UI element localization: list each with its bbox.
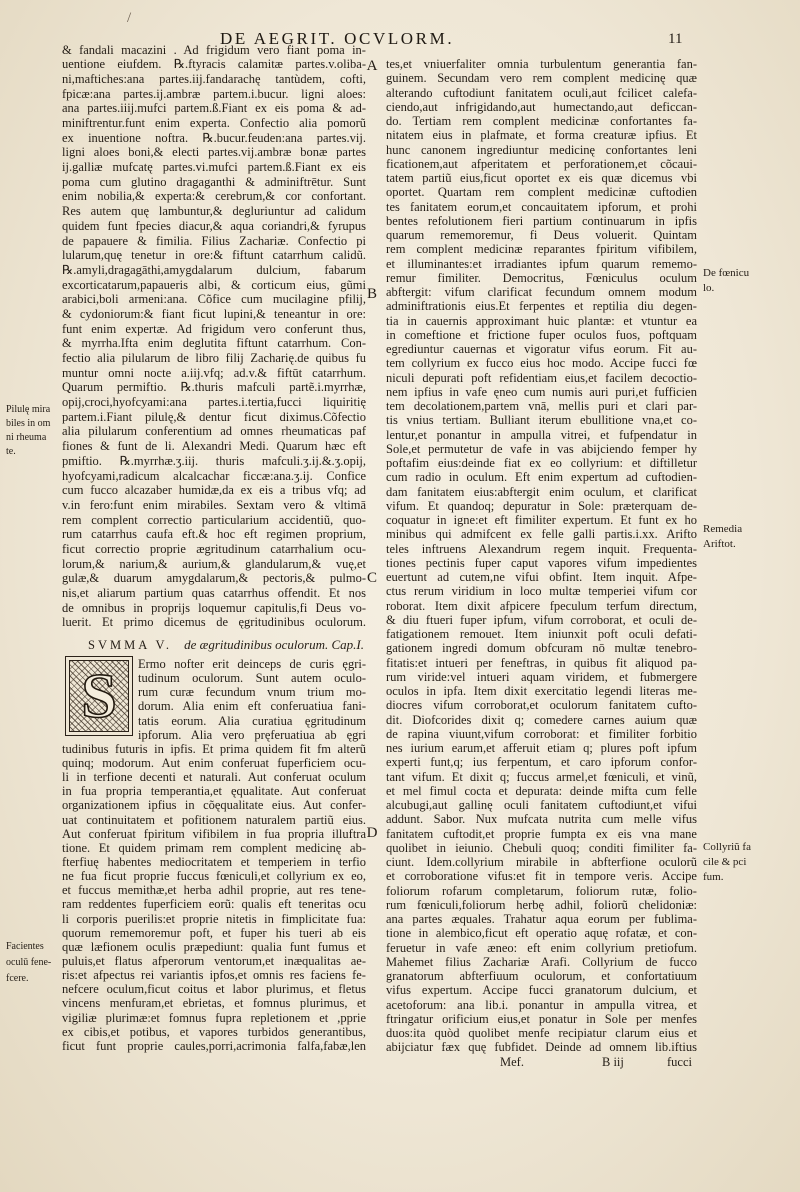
chapter-text-line: tudinibus futuris in ipfis. Et prima quidem fit fm alterũ — [62, 741, 366, 756]
left-column-line: ana partes.iiij.mufci partem.ß.Fiant ex eis poma & ad- — [62, 101, 367, 116]
margin-note-line: Remedia — [703, 523, 743, 535]
footer-author-catch: Mef. — [500, 1055, 524, 1069]
corner-mark: / — [127, 10, 132, 26]
right-column-line: ficationem,aut afperitatem et perforationem,et cõcaui- — [386, 156, 698, 171]
chapter-text-line: tatis eorum. Alia curatiua ęgritudinum — [138, 713, 367, 728]
right-column-line: tes fanitatem eorum,et concauitatem ipforum, et prohi — [386, 199, 697, 214]
left-column-line: lorum,& narium,& aurium,& glandularum,& vuę,et — [62, 556, 367, 571]
margin-note-line: te. — [6, 446, 16, 457]
right-column-line: tatem partiũ eius,ficut oportet ex eis quæ dicemus vbi — [386, 171, 698, 185]
right-column-line: acetoforum: ana lib.i. ponantur in ampulla vitrea, et — [386, 997, 697, 1012]
left-column-line: uentione eiufdem. ℞.ftyracis calamitæ partes.v.oliba- — [62, 57, 367, 72]
left-column-line: excorticatarum,papaueris albi, & corticum eius, gũmi — [62, 277, 366, 292]
chapter-summa-label: SVMMA V. — [88, 637, 172, 652]
right-column-line: do. Tertiam rem complent medicinæ confortantes fa- — [386, 114, 697, 128]
left-column-line: & fandali macazini . Ad frigidum vero fiant poma in- — [62, 42, 366, 57]
right-column-line: vifus expertum. Accipe fucci granatorum dulcium, et — [386, 983, 697, 998]
left-column-line: poma cum glutino dragaganthi & adminiftrētur. Sunt — [62, 174, 366, 189]
left-column-line: ligni aloes boni,& electi partes.vij.ambræ bonæ partes — [62, 145, 366, 160]
right-column-line: et mel fimul cocta et depurata: deinde mifta cum felle — [386, 783, 697, 798]
right-column-line: ciendo,aut infrigidando,aut humectando,aut deficcan- — [386, 99, 697, 114]
section-letter-c: C — [366, 570, 377, 586]
left-column-line: ni,maftiches:ana partes.iij.fandarachę tantùdem, cofti, — [62, 71, 367, 86]
left-column-line: quidem funt fpecies diacur,& aqua coriandri,& fyrupus — [62, 218, 367, 233]
margin-note-line: Facientes — [6, 941, 44, 952]
right-column-line: rem complent medicinæ reparantes fpiritum vifibilem, — [386, 242, 697, 257]
left-column-chapter-text — [62, 657, 366, 1053]
left-column-line: de papauere & fimilia. Filius Zachariæ. Confectio pi — [62, 233, 367, 248]
left-column-line: ficut correctio proprie ægritudinum catarrhalium ocu- — [62, 541, 367, 556]
left-column-line: cum fucco alcazaber humidæ,da ex eis a tribus vfq; ad — [62, 483, 367, 498]
left-column-line: ij.galliæ mufcatę partes.vi.mufci partem.ß.Fiant ex eis — [62, 160, 367, 175]
right-column-line: fitatis:et intueri per feneftras, in quibus fit aliquod pa- — [386, 655, 698, 670]
right-column-line: et corroboratione vifus:et fit in tempore veris. Accipe — [386, 869, 697, 884]
right-column-line: vifum. Et quandoq; depuratur in Sole: præterquam de- — [386, 498, 698, 513]
right-column-line: feruetur in vafe æneo: eft enim collyrium pretiofum. — [386, 940, 697, 955]
left-column-line: hyofcyami,radicum alcalcachar ficcæ:ana.ʒ.ij. Confice — [62, 468, 366, 483]
margin-note-line: De fœnicu — [703, 267, 750, 279]
margin-note-line: oculū fene- — [6, 957, 52, 968]
left-column-line: enim nobilia,& experta:& cerebrum,& cor confortant. — [62, 189, 367, 204]
right-column-line: granatorum abfterfiuum oculorum, et confortatiuum — [386, 969, 697, 983]
left-column-line: ex inuentione noftra. ℞.bucur.feuden:ana partes.vij. — [62, 130, 366, 145]
left-column-line: alia pilularum conferentium ad omnes rheumaticas paf — [62, 424, 367, 439]
right-column-line: tant vifum. Et dixit q; fuccus armel,et fœniculi, et vinũ, — [386, 769, 697, 784]
right-column-line: nes iurium earum,et afferuit etiam q; plures poft ipfum — [386, 741, 697, 755]
right-column-line: duos:ita quòd quolibet menfe recipiatur clarum eius et — [386, 1026, 698, 1040]
chapter-text-line: quinq; modorum. Aut enim conferuat fuperficiem ocu- — [62, 755, 367, 770]
right-column-line: nem ipfius in vafe ęneo cum numis auri puri,et fufficien — [386, 384, 697, 399]
left-column-line: v.in fero:funt enim mirabiles. Sextam vero & vltimā — [62, 497, 366, 512]
left-column-line: rem complent correctio particularium accidentiũ, quo- — [62, 512, 366, 527]
right-column-line: quarum rememoremur, fi Deus voluerit. Quintam — [386, 228, 698, 242]
chapter-text-line: vincens menfuram,et ebrietas, et fomnus plurimus, et — [62, 996, 367, 1011]
left-column-line: Res autem quę lambuntur,& degluriuntur ad calidum — [62, 204, 366, 219]
left-column-line: ℞.amyli,dragagāthi,amygdalarum dulcium, fabarum — [62, 262, 366, 277]
left-column-line: Quarum permiftio. ℞.thuris mafculi partẽ.i.myrrhæ, — [62, 380, 366, 395]
right-column-line: alcubugi,aut gallinę oculi fanitatem cuftodiunt,et vifui — [386, 798, 698, 812]
margin-note-line: lo. — [703, 282, 715, 294]
right-column-line: cum radio in oculum. Eft enim expertum ad cuftodien- — [386, 470, 698, 485]
right-column-line: guinem. Secundam vero rem complent medicinę quæ — [386, 71, 698, 86]
right-column-line: tione in alembico,ficut eft operatio aquę rofatæ, et con- — [386, 926, 698, 941]
left-column-line: miniftrentur.funt enim experta. Confectio alia pomorũ — [62, 116, 367, 131]
margin-note-line: fum. — [703, 871, 724, 883]
right-column-line: tiones pectinis fuper caput vapores vifum impedientes — [386, 555, 697, 570]
chapter-text-line: Aut conferuat fpiritum vifibilem in fua propria illuftra — [62, 826, 367, 841]
right-column-line: & diu ftueri fuper ipfum, vifum corroborat, et oculi de- — [386, 612, 697, 627]
right-column-line: hunc canonem ingrediuntur medicinę confortantes leni — [386, 142, 698, 157]
section-letter-d: D — [366, 825, 378, 841]
left-column-line: rum catarrhus caufa eft.& hoc eft regimen proprium, — [62, 527, 366, 542]
right-column-line: tis vnius tertiam. Bulliant iterum ebullitione vna,et co- — [386, 413, 698, 428]
left-column-line: pmiftio. ℞.myrrhæ.ʒ.iij. thuris mafculi.ʒ.ij.&.ʒ.opij, — [62, 453, 367, 468]
right-column-line: adminiftrationis eius.Et ferpentes et reptilia diu degen- — [386, 299, 697, 314]
chapter-text-line: quæ læfionem oculis præpediunt: qualia funt fumus et — [62, 939, 366, 954]
left-column-line: & myrrha.Ifta enim deglutita fiftunt catarrhum. Con- — [62, 336, 367, 351]
left-column-line: partem.i.Fiant pilulę,& dentur ficut diximus.Cõfectio — [62, 409, 366, 424]
right-column-line: et illuminantes:et irradiantes ipfum quarum rememo- — [386, 256, 697, 271]
margin-note-line: fcere. — [6, 973, 29, 984]
margin-note-line: cile & pci — [703, 856, 747, 868]
chapter-text-line: nefcere oculum,ficut coitus et labor plurimus, et fletus — [62, 982, 366, 997]
chapter-text-line: fterfiuę habentes mediocritatem et temperiem in terfio — [62, 854, 367, 869]
left-column-line: gulæ,& duarum amygdalarum,& pectoris,& pulmo- — [62, 571, 366, 586]
right-column-line: ftringatur orificium eius,et ponatur in Sole per menfes — [386, 1011, 698, 1026]
chapter-text-line: in fua propria temperantia,et ęqualitate. Aut conferuat — [62, 784, 366, 799]
chapter-text-line: ram reddentes fuperficiem eorũ: qualis eft teneritas ocu — [62, 897, 366, 912]
margin-note-line: Pilulę mira — [6, 404, 51, 415]
margin-note-line: ni rheuma — [6, 432, 47, 443]
right-column-line: euertunt ad cutem,ne vifui obfint. Item inquit. Afpe- — [386, 570, 697, 584]
margin-note-collyrium — [703, 840, 797, 885]
right-column — [386, 57, 697, 1055]
right-column-line: minibus qui admifcent ex felle galli partis.i.xx. Arifto — [386, 527, 697, 542]
margin-note-pilulae — [6, 403, 60, 459]
left-column-line: lularum,quę tenetur in ore:& fiftunt catarrhum calidũ. — [62, 248, 367, 263]
chapter-text-line: tudinum oculorum. Sunt autem oculo- — [138, 671, 367, 686]
chapter-text-line: quorum rememoremur poft, et fuper his tueri ab eis — [62, 925, 366, 940]
right-column-line: diocres vifum corroborat,et oculorum fanitatem cufto- — [386, 698, 697, 713]
right-column-line: poftafim eius:deinde fiat ex eo collyrium: et diftilletur — [386, 456, 698, 470]
right-column-line: tem decolationem,partem vnā, mellis puri et clari par- — [386, 399, 698, 413]
right-column-line: niculi depurati poft refidentiam eius,et facilem decoctio- — [386, 370, 697, 385]
right-column-line: in comeftione et frictione fuper oculos fuos, poftquam — [386, 327, 698, 342]
right-column-line: fatigationem remouet. Item iniunxit poft oculi defati- — [386, 627, 698, 641]
chapter-text-line: puluis,et flatus afperorum ventorum,et inæqualitas ae- — [62, 953, 367, 968]
left-column-line: nis,et aliarum partium quas catarrhus offendit. Et nos — [62, 586, 366, 601]
right-column-line: oportet. Quartam rem complent medicinæ cuftodien — [386, 185, 697, 200]
chapter-text-line: ipforum. Alia vero pręferuatiua ab ęgri — [138, 727, 367, 742]
right-column-line: rum fœniculi,foliorum herbę adhil, foliorũ chelidoniæ: — [386, 897, 698, 912]
right-column-line: rum viride:vel intueri aquam viridem, et fubmergere — [386, 669, 697, 684]
right-column-line: roborat. Item dixit afpicere fpeculum terfum directum, — [386, 598, 697, 613]
chapter-text-line: rum curæ fecundum vnum trium mo- — [138, 685, 366, 700]
margin-note-facientes — [6, 939, 60, 987]
right-column-line: experti funt,q; ius ferpentum, et caro ipforum confor- — [386, 755, 697, 770]
right-column-line: remur fimiliter. Democritus, Fœniculus oculum — [386, 270, 697, 285]
chapter-title: de ægritudinibus oculorum. Cap.I. — [184, 637, 364, 652]
chapter-text-line: ne fua ficut proprie fuccus fœniculi,et collyrium ex eo, — [62, 869, 366, 884]
right-column-line: de rapina viuunt,vifum corroborat: et fimiliter forbitio — [386, 726, 697, 741]
right-column-line: quolibet in ieiunio. Chebuli quoq; conditi fimiliter fa- — [386, 840, 697, 855]
right-column-line: tes,et vniuerfaliter omnia turbulentum generantia fan- — [386, 57, 698, 71]
page-number: 11 — [668, 31, 683, 47]
chapter-text-line: ficut funt proprie caules,porri,acrimonia falfa,fabæ,len — [62, 1038, 366, 1053]
margin-note-de-foeniculo — [703, 266, 797, 296]
chapter-text-line: organizationem ipfius in cõęqualitate eius. Aut confer- — [62, 798, 366, 813]
right-column-line: ana partes æquales. Trahatur aqua eorum per fublima- — [386, 912, 698, 926]
right-column-line: lentur,et ponantur in ampulla vitrei, et fufpendatur in — [386, 427, 697, 442]
right-column-line: foliorum rofarum completarum, foliorum rutæ, folio- — [386, 883, 697, 898]
chapter-text-line: et fuccus memithæ,et herba adhil proprie, aut res tene- — [62, 883, 366, 898]
chapter-text-line: tione. Et quidem primam rem complent medicinę ab- — [62, 840, 366, 855]
left-column-line: de omnibus in proprijs loquemur capitulis,fi Deus vo- — [62, 600, 366, 615]
footer-signature-mark: B iij — [602, 1055, 624, 1069]
decorated-initial-letter: S — [81, 660, 117, 731]
right-column-line: ctus rerum viridium in loco multæ temperiei vifum cor — [386, 584, 697, 599]
chapter-text-line: ex cibis,et potibus, et vapores turbidos generantibus, — [62, 1024, 366, 1039]
right-column-line: alterando cuftodiunt fanitatem oculi,aut fcilicet calefa- — [386, 85, 697, 100]
left-column-line: arabici,boli armeni:ana. Cõfice cum mucilagine pfilij, — [62, 292, 367, 307]
right-column-line: ciunt. Idem.collyrium mirabile in abfterfione oculorũ — [386, 855, 697, 869]
chapter-text-line: uat continuitatem et pofitionem naturalem partiũ eius. — [62, 812, 366, 827]
right-column-line: coquatur in igne:et eft fimiliter expertum. Et funt ex ho — [386, 513, 697, 527]
chapter-text-line: Ermo nofter erit deinceps de curis ęgri- — [138, 657, 367, 671]
section-letter-a: A — [366, 58, 378, 74]
right-column-line: oculos in ipfa. Item dixit exercitatio legendi literas me- — [386, 684, 698, 698]
right-column-line: teles inftruens Alexandrum regem inquit. Frequenta- — [386, 541, 697, 556]
chapter-heading — [88, 637, 364, 653]
right-column-line: fanitatem cuftodit,et proprie fumpta ex eis vna mane — [386, 826, 697, 841]
right-column-line: abftergit: vifum clarificat fecundum omnem modum — [386, 285, 698, 299]
left-column-line: fpicæ:ana partes.ij.ambræ partem.i.bucur. ligni aloes: — [62, 86, 366, 101]
left-column-top — [62, 43, 366, 631]
right-column-line: nitatem eius in plafmate, et forma creaturæ ipfius. Et — [386, 128, 697, 143]
chapter-text-line: dorum. Alia enim eft conferuatiua fani- — [138, 699, 367, 714]
margin-note-remedia — [703, 522, 797, 552]
right-column-line: Mahemet filius Zachariæ Arafi. Collyrium de fucco — [386, 954, 698, 969]
right-column-line: abijciatur fæx quę fubfidet. Deinde ad omnem lib.iftius — [386, 1040, 697, 1055]
margin-note-line: biles in om — [6, 418, 51, 429]
left-column-line: luerit. Et primo dicemus de ęgritudinibus oculorum. — [62, 615, 367, 630]
chapter-text-line: vigiliæ plurimæ:et fomnus fupra repletionem et ,pprie — [62, 1010, 367, 1025]
footer-catchword: fucci — [667, 1055, 692, 1069]
left-column-line: fectio alia pilularum de libro filij Zacharię.de quibus fu — [62, 351, 367, 366]
right-column-line: tia in cauernis approximant huic plantæ: et vtuntur ea — [386, 313, 697, 328]
chapter-text-line: li corporis puerilis:et proprie nitetis in fimplicitate fua: — [62, 911, 366, 926]
left-column-line: funt enim expertæ. Ad frigidum vero conferunt thus, — [62, 321, 366, 336]
right-column-line: Sole,et permutetur de vafe in vas abijciendo femper hy — [386, 441, 697, 456]
chapter-text-line: ris:et afpectus rei variantis ipfos,et omnis res faciens fe- — [62, 968, 366, 983]
running-head: DE AEGRIT. OCVLORM. — [220, 29, 455, 48]
margin-note-line: Ariftot. — [703, 538, 736, 550]
section-letter-b: B — [366, 286, 377, 302]
right-column-line: dit. Diofcorides dixit q; comedere carnes auium quæ — [386, 712, 698, 727]
margin-note-line: Collyriũ fa — [703, 841, 751, 853]
right-column-line: gationem ingredi domum obfcuram nō multæ tenebro- — [386, 641, 697, 656]
chapter-text-line: li in terfione decenti et naturali. Aut conferuat oculum — [62, 770, 367, 785]
left-column-line: & cydoniorum:& fiant ficut lupini,& teneantur in ore: — [62, 306, 366, 321]
left-column-line: fiones & funt de li. Alexandri Medi. Quarum hæc eft — [62, 439, 366, 454]
left-column-line: opij,croci,hyofcyami:ana partes.i.tertia,fucci liquiritię — [62, 395, 367, 410]
right-column-line: tem collyrium ex fucco eius hoc modo. Accipe fucci fœ — [386, 356, 697, 371]
left-column-line: muntur omni nocte a.iij.vfq; ad.v.& fiftūt catarrhum. — [62, 365, 366, 380]
right-column-line: egrediuntur cauernas et vigoratur vifus eorum. Fit au- — [386, 342, 698, 356]
right-column-line: dam fanitatem eius:abftergit enim oculum, et clarificat — [386, 484, 697, 499]
right-column-line: addunt. Sabor. Nux mufcata nutrita cum melle vifus — [386, 812, 697, 827]
right-column-line: bentes refolutionem fieri partium continuarum in ipfis — [386, 213, 697, 228]
